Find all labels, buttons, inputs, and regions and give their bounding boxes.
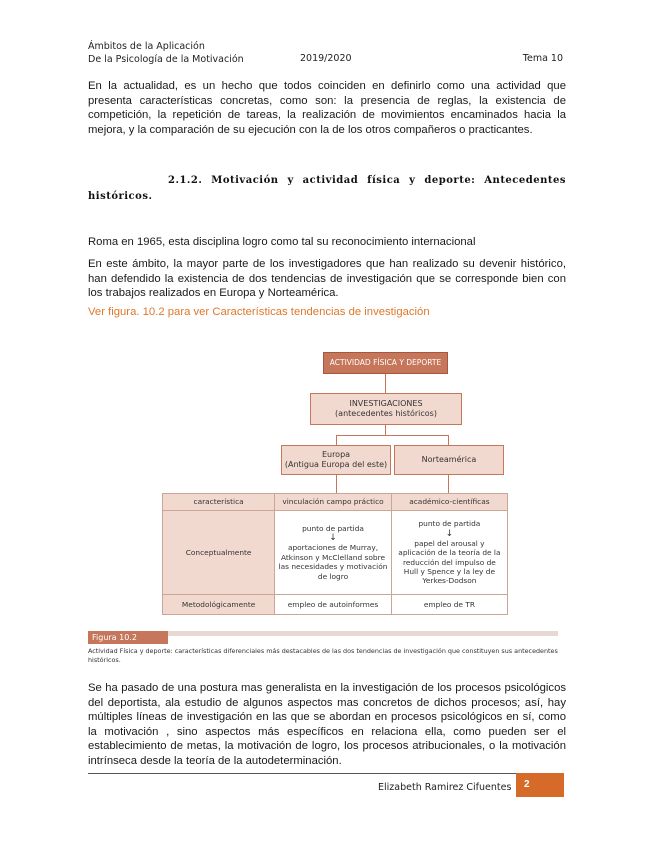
connector-line bbox=[336, 475, 337, 493]
table-cell: característica bbox=[163, 494, 275, 511]
table-cell: empleo de autoinformes bbox=[275, 595, 392, 615]
table-cell bbox=[391, 511, 507, 595]
header-course-line1: Ámbitos de la Aplicación bbox=[88, 41, 205, 52]
na-start-label: punto de partida bbox=[418, 519, 481, 529]
figure-comparison-table bbox=[162, 493, 508, 615]
table-cell: Metodológicamente bbox=[163, 595, 275, 615]
connector-line bbox=[336, 435, 449, 436]
figure-link[interactable]: Ver figura. 10.2 para ver Características tendencias de investigación bbox=[88, 306, 430, 318]
header-course-line2: De la Psicología de la Motivación bbox=[88, 54, 244, 65]
arrow-down-icon: ↓ bbox=[445, 528, 454, 539]
investigations-subtitle: (antecedentes históricos) bbox=[335, 409, 437, 418]
table-cell: académico-científicas bbox=[391, 494, 507, 511]
connector-line bbox=[385, 425, 386, 435]
paragraph-rome: Roma en 1965, esta disciplina logro como tal su reconocimiento internacional bbox=[88, 236, 476, 248]
na-body: papel del arousal y aplicación de la teoría de la reducción del impulso de Hull y Spence y la ley de Yerkes-Dodson bbox=[398, 538, 501, 586]
eu-body: aportaciones de Murray, Atkinson y McClelland sobre las necesidades y motivación de logro bbox=[278, 543, 388, 581]
header-year: 2019/2020 bbox=[300, 53, 352, 64]
table-cell bbox=[275, 511, 392, 595]
europe-label: Europa bbox=[321, 450, 351, 459]
arrow-down-icon: ↓ bbox=[329, 533, 337, 544]
connector-line bbox=[448, 475, 449, 493]
section-heading bbox=[88, 173, 566, 205]
table-cell: empleo de TR bbox=[391, 595, 507, 615]
header-topic: Tema 10 bbox=[522, 53, 563, 64]
investigations-title: INVESTIGACIONES bbox=[349, 399, 423, 408]
connector-line bbox=[336, 435, 337, 445]
figure-top-box: ACTIVIDAD FÍSICA Y DEPORTE bbox=[323, 352, 448, 374]
footer-divider bbox=[88, 773, 518, 774]
page-number: 2 bbox=[516, 773, 564, 797]
table-row bbox=[163, 595, 508, 615]
figure-europe-box bbox=[281, 445, 391, 475]
eu-start-label: punto de partida bbox=[302, 523, 364, 533]
figure-caption: Actividad Física y deporte: características diferenciales más destacables de las dos tendencias de investigación que constituyen sus antecedentes históricos. bbox=[88, 647, 558, 664]
table-row bbox=[163, 494, 508, 511]
paragraph-research-lines: Se ha pasado de una postura mas generalista en la investigación de los procesos psicológicos del deportista, ala estudio de algunos aspectos mas concretos de dichos procesos; así, hay múltiples líneas de investigación en las que se abordan en procesos psicológicos en sí, como la motivación , sino aspectos más específicos en relaciona ella, como pueden ser el establecimiento de metas, la motivación de logro, los procesos atribucionales, o la motivación intrínseca desde la teoría de la autodeterminación. bbox=[88, 682, 566, 767]
paragraph-tendencies: En este ámbito, la mayor parte de los investigadores que han realizado su devenir histórico, han defendido la existencia de dos tendencias de investigación que se corresponde bien con los trabajos realizados en Europa y Norteamérica. bbox=[88, 258, 566, 300]
figure-label: Figura 10.2 bbox=[88, 631, 168, 644]
paragraph-definition: En la actualidad, es un hecho que todos coinciden en definirlo como una actividad que presenta características concretas, como son: la presencia de reglas, la existencia de competición, la repetición de tareas, la realización de movimientos encaminados hacia la mejora, y la comparación de su ejecución con la de los otros compañeros o practicantes. bbox=[88, 80, 566, 136]
figure-north-america-box: Norteamérica bbox=[394, 445, 504, 475]
europe-sublabel: (Antigua Europa del este) bbox=[284, 460, 388, 469]
footer-author: Elizabeth Ramirez Cifuentes bbox=[378, 782, 512, 793]
table-cell: Conceptualmente bbox=[163, 511, 275, 595]
table-row bbox=[163, 511, 508, 595]
connector-line bbox=[385, 374, 386, 393]
section-number: 2.1.2. bbox=[168, 175, 203, 186]
figure-investigations-box bbox=[310, 393, 462, 425]
header-left bbox=[88, 40, 244, 66]
table-cell: vinculación campo práctico bbox=[275, 494, 392, 511]
section-title: Motivación y actividad física y deporte: Antecedentes históricos. bbox=[88, 175, 566, 202]
connector-line bbox=[448, 435, 449, 445]
figure-10-2 bbox=[88, 325, 558, 670]
